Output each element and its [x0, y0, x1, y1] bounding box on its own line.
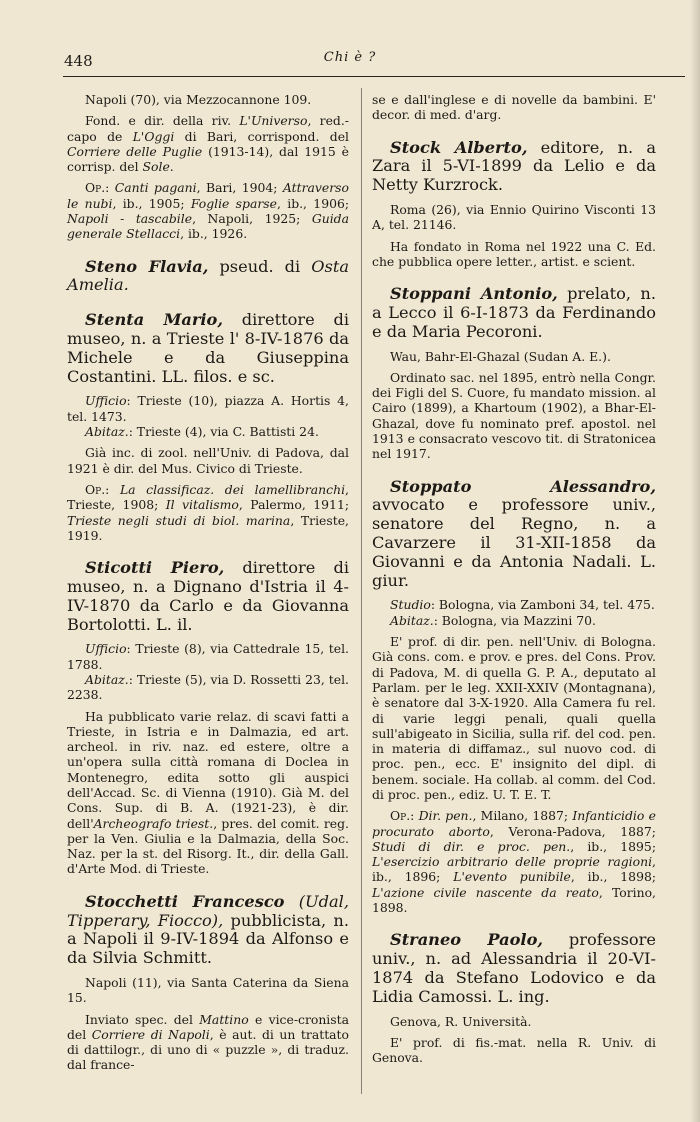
entry-career: Ha pubblicato varie relaz. di scavi fatti a Trieste, in Istria e in Dalmazia, ed art. archeol. in riv. naz. ed estere, oltre a un'opera sulla città romana di Doclea in Montenegro, edita sotto gli auspici dell'Accad. Sc. di Vienna (1910). Già M. del Cons. Sup. di B. A. (1921-23), è dir. dell'Archeografo triest., pres. del comit. reg. per la Ven. Giulia e la Dalmazia, della Soc. Naz. per la st. del Risorg. It., dir. della Gall. d'Arte Mod. di Trieste.: [67, 708, 349, 877]
entry-address: Napoli (11), via Santa Caterina da Siena 15.: [67, 974, 349, 1006]
running-title: Chi è ?: [323, 50, 377, 65]
left-column: [67, 92, 349, 1073]
entry-address: Wau, Bahr-El-Ghazal (Sudan A. E.).: [390, 348, 611, 364]
entry-career-continued: se e dall'inglese e di novelle da bambini. E' decor. di med. d'arg.: [372, 92, 656, 123]
entry-heading-stoppato: Stoppato Alessandro, avvocato e professore univ., senatore del Regno, n. a Cavarzere il 31-XII-1858 da Giovanni e da Antonia Nadali. L. giur.: [372, 476, 656, 590]
entry-office: Ufficio: Trieste (10), piazza A. Hortis 4, tel. 1473.: [67, 393, 349, 424]
entry-address: Roma (26), via Ennio Quirino Visconti 13 A, tel. 21146.: [372, 201, 656, 233]
entry-heading-straneo: Straneo Paolo, professore univ., n. ad Alessandria il 20-VI-1874 da Stefano Lodovico e da Lidia Camossi. L. ing.: [372, 930, 656, 1006]
entry-heading-sticotti: Sticotti Piero, direttore di museo, n. a Dignano d'Istria il 4-IV-1870 da Carlo e da Giovanna Bortolotti. L. il.: [67, 558, 350, 634]
entry-career: Ordinato sac. nel 1895, entrò nella Congr. dei Figli del S. Cuore, fu mandato mission. al Cairo (1899), a Khartoum (1902), a Bhar-El-Ghazal, dove fu nominato pref. apostol. nel 1913 e consacrato vescovo tit. di Stratonicea nel 1917.: [372, 369, 656, 462]
entry-studio: Studio: Bologna, via Zamboni 34, tel. 475.: [390, 597, 655, 613]
entry-office: Ufficio: Trieste (8), via Cattedrale 15, tel. 1788.: [67, 641, 349, 672]
entry-works: Op.: Canti pagani, Bari, 1904; Attraverso le nubi, ib., 1905; Foglie sparse, ib., 1906; Napoli - tascabile, Napoli, 1925; Guida generale Stellacci, ib., 1926.: [67, 180, 350, 242]
entry-home: Abitaz.: Bologna, via Mazzini 70.: [390, 612, 596, 628]
entry-works: Op.: La classificaz. dei lamellibranchi, Trieste, 1908; Il vitalismo, Palermo, 1911; Trieste negli studi di biol. marina, Trieste, 1919.: [67, 481, 349, 543]
entry-heading-steno: Steno Flavia, pseud. di Osta Amelia.: [67, 256, 349, 295]
entry-career: Ha fondato in Roma nel 1922 una C. Ed. che pubblica opere letter., artist. e scient.: [372, 238, 656, 269]
entry-address: Napoli (70), via Mezzocannone 109.: [85, 92, 312, 107]
entry-home: Abitaz.: Trieste (5), via D. Rossetti 23, tel. 2238.: [67, 671, 349, 703]
entry-address: Genova, R. Università.: [390, 1013, 532, 1029]
page-edge-shadow: [690, 0, 700, 1122]
entry-heading-stoppani: Stoppani Antonio, prelato, n. a Lecco il 6-I-1873 da Ferdinando e da Maria Pecoroni.: [372, 284, 656, 341]
page-number: 448: [64, 52, 93, 70]
header-rule: [63, 76, 685, 77]
column-divider: [361, 88, 362, 1094]
entry-home: Abitaz.: Trieste (4), via C. Battisti 24.: [85, 424, 319, 440]
entry-heading-stenta: Stenta Mario, direttore di museo, n. a Trieste l' 8-IV-1876 da Michele e da Giuseppina Costantini. LL. filos. e sc.: [67, 310, 349, 386]
entry-career: Inviato spec. del Mattino e vice-cronista del Corriere di Napoli, è aut. di un trattato di dattilogr., di uno di « puzzle », di traduz. dal france-: [67, 1011, 349, 1073]
entry-heading-stock: Stock Alberto, editore, n. a Zara il 5-VI-1899 da Lelio e da Netty Kurzrock.: [372, 137, 656, 195]
entry-works: Op.: Dir. pen., Milano, 1887; Infanticidio e procurato aborto, Verona-Padova, 1887; Studi di dir. e proc. pen., ib., 1895; L'esercizio arbitrario delle proprie ragioni, ib., 1896; L'evento punibile, ib., 1898; L'azione civile nascente da reato, Torino, 1898.: [372, 808, 657, 916]
entry-career: E' prof. di fis.-mat. nella R. Univ. di Genova.: [372, 1034, 656, 1066]
entry-career: E' prof. di dir. pen. nell'Univ. di Bologna. Già cons. com. e prov. e pres. del Cons. Prov. di Padova, M. di quella G. P. A., deputato al Parlam. per le leg. XXII-XXIV (Montagnana), è senatore dal 3-X-1920. Alla Camera fu rel. di varie leggi penali, quali quella sull'abigeato in Sicilia, sulla rif. del cod. pen. in materia di diffamaz., sul nuovo cod. di proc. pen., ecc. E' insignito del dipl. di benem. sociale. Ha collab. al comm. del Cod. di proc. pen., ediz. U. T. E. T.: [372, 634, 656, 802]
entry-heading-stocchetti: Stocchetti Francesco (Udal, Tipperary, Fiocco), pubblicista, n. a Napoli il 9-IV-1894 da Alfonso e da Silvia Schmitt.: [67, 891, 349, 968]
entry-career: Fond. e dir. della riv. L'Universo, red.-capo de L'Oggi di Bari, corrispond. del Corriere delle Puglie (1913-14), dal 1915 è corrisp. del Sole.: [67, 113, 350, 175]
entry-career: Già inc. di zool. nell'Univ. di Padova, dal 1921 è dir. del Mus. Civico di Trieste.: [67, 445, 349, 476]
right-column: [372, 92, 656, 1065]
